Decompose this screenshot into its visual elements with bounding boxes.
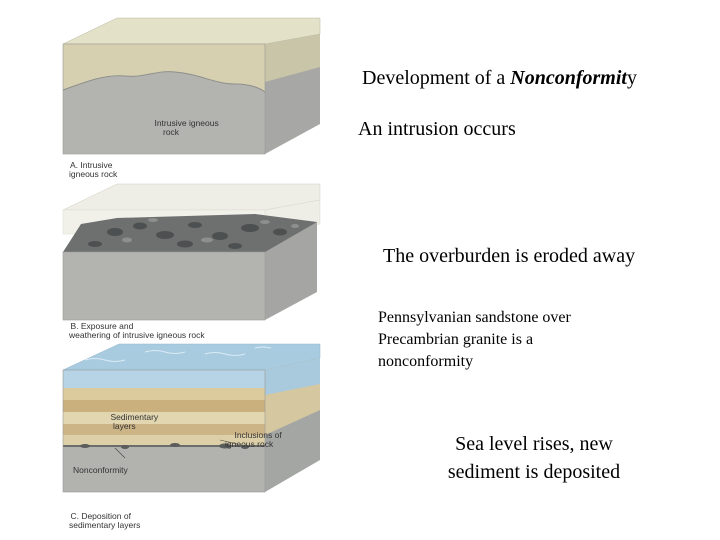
inclusions-label [225,422,282,458]
panel-b-caption-line: B. Exposure and [70,321,134,331]
sedimentary-layers-label-line: Sedimentary [110,412,159,422]
panel-c-deposition-block [55,340,325,530]
panel-c-illustration [55,340,325,530]
panel-a-illustration [55,12,325,172]
step-nonconformity-text [378,307,648,373]
panel-c-caption-line: sedimentary layers [69,520,141,530]
panel-c-caption [61,503,140,539]
sedimentary-layers-label-line: layers [113,421,136,431]
panel-c-caption-line: C. Deposition of [70,511,131,521]
intrusive-rock-label-line: Intrusive igneous [154,118,219,128]
step-intrusion-text: An intrusion occurs [358,118,516,140]
step-erosion-text: The overburden is eroded away [383,245,636,267]
panel-b-caption-line: weathering of intrusive igneous rock [69,330,205,340]
step-deposition-text [425,430,643,486]
intrusive-rock-label [145,110,219,146]
nonconformity-label: Nonconformity [73,465,128,475]
step-nonconformity-line: Pennsylvanian sandstone over [378,309,571,326]
step-deposition-line: sediment is deposited [447,461,621,483]
inclusions-label-line: Inclusions of [234,430,282,440]
intrusive-rock-label-line: rock [163,127,180,137]
slide-title-prefix: Development of a [362,67,511,89]
slide-title [362,67,637,90]
step-deposition-line: Sea level rises, new [455,433,613,455]
slide-title-emphasis: Nonconformit [510,67,627,89]
panel-b-illustration [55,180,325,335]
panel-a-caption-line: A. Intrusive [69,160,113,170]
step-nonconformity-line: Precambrian granite is a [378,331,534,348]
panel-b-erosion-block [55,180,325,340]
slide-title-suffix: y [626,67,637,89]
sedimentary-layers-label [101,404,158,440]
step-nonconformity-line: nonconformity [378,353,474,370]
panel-a-intrusion-block [55,12,325,179]
inclusions-label-line: igneous rock [225,439,274,449]
panel-a-caption-line: igneous rock [69,169,118,179]
